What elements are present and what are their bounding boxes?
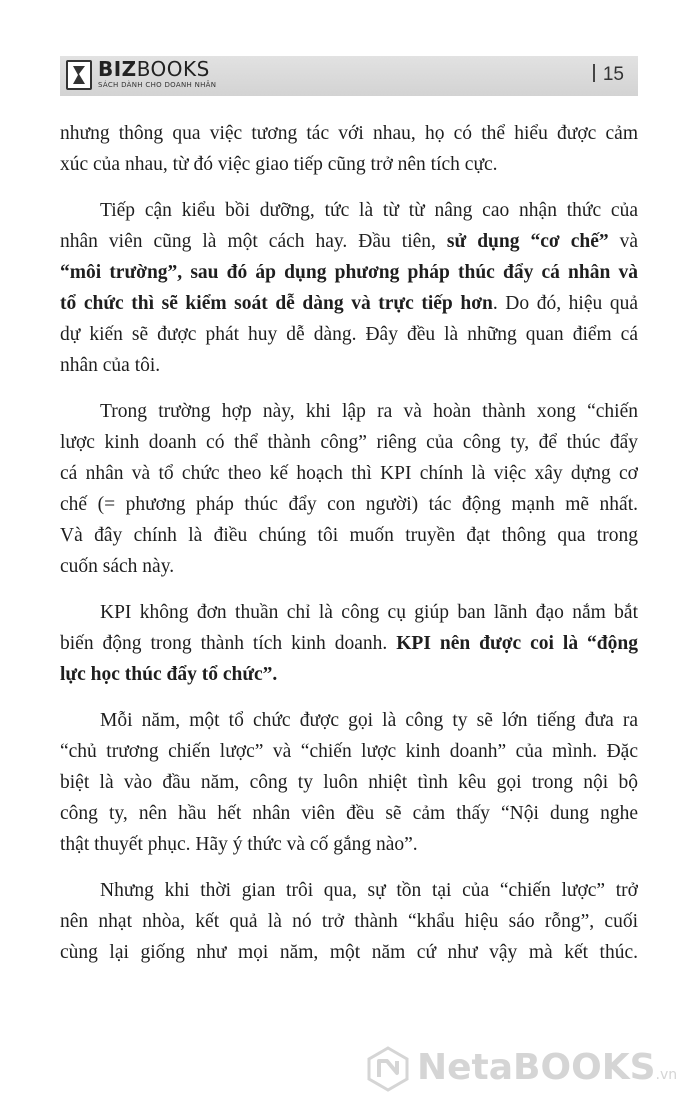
text-segment: Tiếp cận kiểu bồi dưỡng, tức là từ từ nâng cao nhận thức của xyxy=(100,200,638,221)
text-line xyxy=(60,798,638,829)
text-line xyxy=(60,149,638,180)
text-line xyxy=(60,906,638,937)
text-line xyxy=(60,628,638,659)
text-line xyxy=(60,257,638,288)
text-segment: biến động trong thành tích kinh doanh. xyxy=(60,633,397,654)
text-line xyxy=(60,350,638,381)
text-line xyxy=(60,458,638,489)
text-line xyxy=(60,937,638,968)
text-line xyxy=(60,875,638,906)
text-line xyxy=(60,767,638,798)
page-body xyxy=(60,118,638,983)
text-segment: nên nhạt nhòa, kết quả là nó trở thành “khẩu hiệu sáo rỗng”, cuối xyxy=(60,911,638,932)
text-segment: thật thuyết phục. Hãy ý thức và cố gắng nào”. xyxy=(60,834,418,855)
netabooks-logo-icon xyxy=(365,1046,411,1092)
paragraph xyxy=(60,396,638,582)
publisher-logo: BIZBOOKS xyxy=(98,57,210,81)
text-line xyxy=(60,226,638,257)
bizbooks-logo-icon xyxy=(66,60,92,90)
text-segment: KPI không đơn thuần chỉ là công cụ giúp ban lãnh đạo nắm bắt xyxy=(100,602,638,623)
text-segment: và xyxy=(608,231,638,252)
bold-text: “môi trường”, sau đó áp dụng phương pháp thúc đẩy cá nhân và xyxy=(60,262,638,283)
text-line xyxy=(60,551,638,582)
page-header xyxy=(60,56,638,96)
separator xyxy=(593,64,595,82)
paragraph xyxy=(60,875,638,968)
text-segment: cá nhân và tổ chức theo kế hoạch thì KPI chính là việc xây dựng cơ xyxy=(60,463,638,484)
text-line xyxy=(60,195,638,226)
text-segment: nhân viên cũng là một cách hay. Đầu tiên, xyxy=(60,231,447,252)
paragraph xyxy=(60,705,638,860)
text-line xyxy=(60,396,638,427)
publisher-tagline: SÁCH DÀNH CHO DOANH NHÂN xyxy=(98,81,217,89)
text-segment: Nhưng khi thời gian trôi qua, sự tồn tại của “chiến lược” trở xyxy=(100,880,638,901)
text-segment: dự kiến sẽ được phát huy dễ dàng. Đây đều là những quan điểm cá xyxy=(60,324,638,345)
text-segment: cuốn sách này. xyxy=(60,556,175,577)
bold-text: sử dụng “cơ chế” xyxy=(446,231,609,252)
text-line xyxy=(60,118,638,149)
text-segment: nhân của tôi. xyxy=(60,355,161,376)
text-segment: nhưng thông qua việc tương tác với nhau, họ có thể hiểu được cảm xyxy=(60,123,638,144)
text-line xyxy=(60,288,638,319)
text-segment: Trong trường hợp này, khi lập ra và hoàn thành xong “chiến xyxy=(100,401,638,422)
text-segment: lược kinh doanh có thể thành công” riêng của công ty, để thúc đẩy xyxy=(60,432,638,453)
text-segment: xúc của nhau, từ đó việc giao tiếp cũng trở nên tích cực. xyxy=(60,154,498,175)
paragraph xyxy=(60,195,638,381)
text-line xyxy=(60,520,638,551)
watermark-text: NetaBOOKS.vn xyxy=(417,1047,678,1088)
paragraph xyxy=(60,118,638,180)
bold-text: KPI nên được coi là “động xyxy=(396,633,638,654)
text-segment: biệt là vào đầu năm, công ty luôn nhiệt tình kêu gọi trong nội bộ xyxy=(60,772,638,793)
text-segment: Mỗi năm, một tổ chức được gọi là công ty sẽ lớn tiếng đưa ra xyxy=(100,710,638,731)
text-line xyxy=(60,829,638,860)
bold-text: lực học thúc đẩy tổ chức”. xyxy=(60,664,278,685)
text-segment: chế (= phương pháp thúc đẩy con người) tác động mạnh mẽ nhất. xyxy=(60,494,638,515)
text-line xyxy=(60,427,638,458)
text-segment: cùng lại giống như mọi năm, một năm cứ như vậy mà kết thúc. xyxy=(60,942,638,963)
text-line xyxy=(60,489,638,520)
text-line xyxy=(60,736,638,767)
text-segment: “chủ trương chiến lược” và “chiến lược kinh doanh” của mình. Đặc xyxy=(60,741,638,762)
text-line xyxy=(60,597,638,628)
text-segment: . Do đó, hiệu quả xyxy=(492,293,638,314)
text-segment: công ty, nên hầu hết nhân viên đều sẽ cảm thấy “Nội dung nghe xyxy=(60,803,638,824)
bold-text: tổ chức thì sẽ kiểm soát dễ dàng và trực tiếp hơn xyxy=(60,293,493,314)
text-segment: Và đây chính là điều chúng tôi muốn truyền đạt thông qua trong xyxy=(60,525,638,546)
page-number: 15 xyxy=(593,64,624,86)
netabooks-watermark xyxy=(365,1046,695,1090)
paragraph xyxy=(60,597,638,690)
text-line xyxy=(60,705,638,736)
text-line xyxy=(60,319,638,350)
text-line xyxy=(60,659,638,690)
